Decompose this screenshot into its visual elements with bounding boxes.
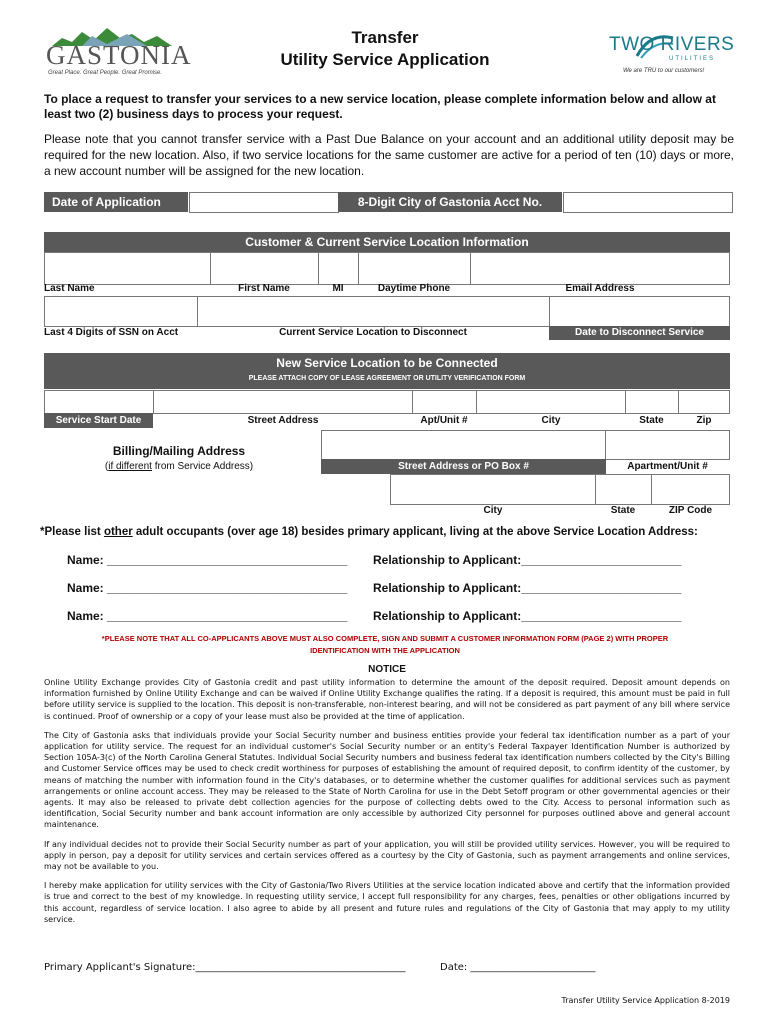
daytime-phone-field[interactable] <box>358 252 471 285</box>
new-zip-label: Zip <box>696 415 712 426</box>
gastonia-logo <box>44 22 192 80</box>
occupant-relationship-field[interactable]: Relationship to Applicant:________________________ <box>373 609 682 623</box>
notice-paragraph-4: I hereby make application for utility services with the City of Gastonia/Two Rivers Utilities at the service location indicated above and certify that the information provided is true and correct to the best of my knowledge. In requesting utility service, I accept full responsibility for any charges, fees, penalties or other obligations incurred by this account, regardless of service location. I also agree to abide by all present and future rules and regulations of the City of Gastonia that may apply to my utility service. <box>44 881 730 924</box>
warning-line-2: IDENTIFICATION WITH THE APPLICATION <box>310 646 460 655</box>
ssn-label: Last 4 Digits of SSN on Acct <box>44 327 179 338</box>
occupant-name-field[interactable]: Name: ____________________________________ <box>67 581 348 595</box>
billing-street-field[interactable] <box>321 430 606 460</box>
new-zip-field[interactable] <box>678 390 730 414</box>
new-service-title: New Service Location to be Connected <box>276 356 498 370</box>
daytime-phone-label: Daytime Phone <box>377 283 451 294</box>
new-city-label: City <box>541 415 561 426</box>
occupant-row <box>67 581 347 595</box>
warning-line-1: *PLEASE NOTE THAT ALL CO-APPLICANTS ABOVE MUST ALSO COMPLETE, SIGN AND SUBMIT A CUSTOMER INFORMATION FORM (PAGE 2) WITH PROPER <box>101 634 669 643</box>
mi-label: MI <box>332 283 344 294</box>
billing-city-field[interactable] <box>390 474 596 505</box>
occupant-row <box>373 609 681 623</box>
tworivers-logo <box>605 28 735 78</box>
billing-apt-label: Apartment/Unit # <box>627 461 708 472</box>
billing-street-label: Street Address or PO Box # <box>321 459 606 474</box>
last-name-field[interactable] <box>44 252 211 285</box>
signature-field[interactable]: Primary Applicant's Signature:__________________________________________ <box>44 962 406 973</box>
occupant-row <box>373 581 681 595</box>
email-label: Email Address <box>565 283 635 294</box>
intro-bold: To place a request to transfer your services to a new service location, please complete information below and allow at least two (2) business days to process your request. <box>44 92 716 121</box>
title-line-2: Utility Service Application <box>280 50 490 69</box>
new-street-label: Street Address <box>247 415 319 426</box>
acct-no-field[interactable] <box>563 192 733 213</box>
new-apt-field[interactable] <box>412 390 477 414</box>
disconnect-date-field[interactable] <box>549 296 730 327</box>
mi-field[interactable] <box>318 252 359 285</box>
occupant-relationship-field[interactable]: Relationship to Applicant:________________________ <box>373 581 682 595</box>
date-of-application-field[interactable] <box>189 192 339 213</box>
occupants-prompt-pre: *Please list <box>40 526 104 538</box>
last-name-label: Last Name <box>44 283 95 294</box>
acct-no-label: 8-Digit City of Gastonia Acct No. <box>338 192 562 212</box>
new-apt-label: Apt/Unit # <box>420 415 468 426</box>
notice-paragraph-3: If any individual decides not to provide their Social Security number as part of your application, you will still be provided utility services. However, you will be required to apply in person, pay a deposit for utility services and certain services offered as a courtesy by the City of Gastonia, such as payment arrangements and online services, may not be available to you. <box>44 839 730 872</box>
occupant-relationship-field[interactable]: Relationship to Applicant:________________________ <box>373 553 682 567</box>
first-name-label: First Name <box>238 283 290 294</box>
billing-subtitle-underlined: if different <box>108 461 152 472</box>
occupant-name-field[interactable]: Name: ____________________________________ <box>67 553 348 567</box>
notice-paragraph-2: The City of Gastonia asks that individuals provide your Social Security number and business entities provide your federal tax identification number as a part of your application for utility service. The request for an individual customer's Social Security number or an entity's Federal Taxpayer Identification Number is authorized by Section 105A-3(c) of the North Carolina General Statutes. Individual Social Security numbers and business federal tax identification numbers collected by the City's Billing and Customer Service offices may be used to check credit worthiness for purposes of establishing the amount of required deposit, to confirm identity of the customer, by means of matching the number with information found in the City's databases, or to determine whether the customer qualifies for additional services such as payment arrangements or online account access. They may be released to the State of North Carolina for use in the Debt Setoff program or other governmental agencies or their agents. It may also be released to private debt collection agencies for the purpose of collecting debts owed to the City. Access to personal information such as identification, Social Security number and bank account information are only accessible by authorized City personnel for purposes outlined above and general account maintenance. <box>44 730 730 830</box>
new-city-field[interactable] <box>476 390 626 414</box>
co-applicant-warning <box>30 633 740 657</box>
disconnect-date-label: Date to Disconnect Service <box>549 326 730 340</box>
new-state-field[interactable] <box>625 390 679 414</box>
date-of-application-label: Date of Application <box>44 192 188 212</box>
billing-subtitle <box>44 461 314 472</box>
service-start-date-field[interactable] <box>44 390 154 414</box>
occupant-row <box>67 609 347 623</box>
new-service-section-header <box>44 353 730 389</box>
ssn-field[interactable] <box>44 296 198 327</box>
customer-section-header: Customer & Current Service Location Information <box>44 232 730 252</box>
current-location-field[interactable] <box>197 296 550 327</box>
new-service-subheader: PLEASE ATTACH COPY OF LEASE AGREEMENT OR UTILITY VERIFICATION FORM <box>248 375 526 382</box>
tworivers-tagline: We are TRU to our customers! <box>623 68 705 74</box>
notice-body <box>44 677 730 933</box>
billing-zip-label: ZIP Code <box>668 505 713 516</box>
billing-state-label: State <box>610 505 636 516</box>
new-state-label: State <box>639 415 664 426</box>
gastonia-tagline: Great Place. Great People. Great Promise. <box>48 70 163 76</box>
tworivers-sub: UTILITIES <box>669 56 716 62</box>
billing-subtitle-open: ( <box>104 461 109 472</box>
footer-text: Transfer Utility Service Application 8-2019 <box>561 996 730 1005</box>
occupants-prompt <box>40 526 740 538</box>
intro-note: Please note that you cannot transfer service with a Past Due Balance on your account and an additional utility deposit may be required for the new location. Also, if two service locations for the same customer are active for a period of ten (10) days or more, a new account number will be assigned for the new location. <box>44 132 734 178</box>
billing-city-label: City <box>483 505 503 516</box>
tworivers-logo-text: TWO RIVERS <box>609 34 735 55</box>
signature-date-field[interactable]: Date: _________________________ <box>440 962 596 973</box>
title-line-1: Transfer <box>351 28 419 47</box>
new-street-field[interactable] <box>153 390 413 414</box>
occupant-row <box>373 553 681 567</box>
billing-zip-field[interactable] <box>651 474 730 505</box>
occupants-prompt-post: adult occupants (over age 18) besides primary applicant, living at the above Service Location Address: <box>132 526 698 538</box>
billing-title: Billing/Mailing Address <box>112 444 246 458</box>
first-name-field[interactable] <box>210 252 319 285</box>
service-start-date-label: Service Start Date <box>44 413 153 428</box>
current-location-label: Current Service Location to Disconnect <box>279 327 467 338</box>
occupants-prompt-other: other <box>103 526 133 538</box>
occupant-row <box>67 553 347 567</box>
occupant-name-field[interactable]: Name: ____________________________________ <box>67 609 348 623</box>
page-title <box>230 28 540 70</box>
email-field[interactable] <box>470 252 730 285</box>
gastonia-logo-text: GASTONIA <box>46 40 192 70</box>
billing-state-field[interactable] <box>595 474 652 505</box>
notice-title: NOTICE <box>368 664 406 675</box>
notice-paragraph-1: Online Utility Exchange provides City of Gastonia credit and past utility information to determine the amount of the deposit required. Deposit amount depends on information furnished by Online Utility Exchange and can be waived if Online Utility Exchange qualifies the rating. If a deposit is required, this amount must be paid in full before utility service is supplied to the location. This deposit is non-transferable, non-interest bearing, and will not be considered as part payment of any bill where service is continued. Proof of ownership or a copy of your lease must also be provided at the time of application. <box>44 678 730 721</box>
billing-subtitle-rest: from Service Address) <box>151 461 254 472</box>
billing-apt-field[interactable] <box>605 430 730 460</box>
